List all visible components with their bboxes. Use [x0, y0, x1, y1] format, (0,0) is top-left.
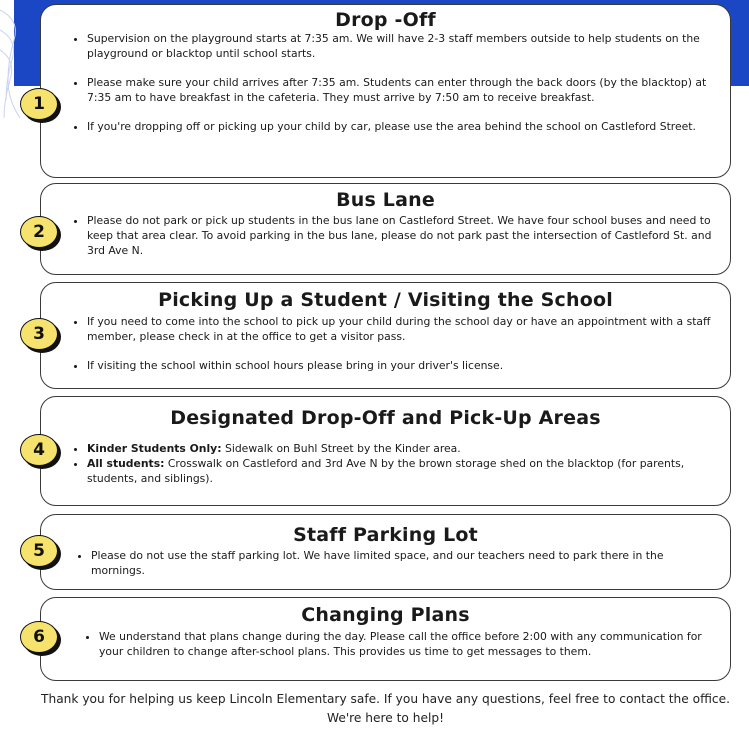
list-item: • We understand that plans change during the day. Please call the office before 2:00 with any communication for your children to change after-school plans. This provides us time to get messages to them.: [99, 629, 730, 659]
badge-3: [20, 318, 58, 354]
section-title: Designated Drop-Off and Pick-Up Areas: [170, 407, 601, 429]
section-title: Bus Lane: [336, 189, 435, 211]
section-drop-off: [40, 4, 731, 178]
list-item: • Please do not park or pick up students in the bus lane on Castleford Street. We have four school buses and need to keep that area clear. To avoid parking in the bus lane, please do not park past the intersection of Castleford St. and 3rd Ave N.: [87, 213, 730, 258]
item-text: Crosswalk on Castleford and 3rd Ave N by the brown storage shed on the blacktop (for parents, students, and siblings).: [87, 457, 685, 485]
section-staff-parking: [40, 514, 731, 590]
section-title: Changing Plans: [301, 604, 470, 626]
badge-number: 1: [20, 88, 58, 120]
list-item: • Supervision on the playground starts at 7:35 am. We will have 2-3 staff members outside to help students on the playground or blacktop until school starts.: [87, 31, 730, 61]
section-bus-lane: [40, 183, 731, 275]
list-item: • If you're dropping off or picking up your child by car, please use the area behind the school on Castleford Street.: [87, 119, 730, 134]
section-title: Staff Parking Lot: [293, 524, 478, 546]
item-text: Sidewalk on Buhl Street by the Kinder area.: [221, 442, 461, 455]
section-title: Picking Up a Student / Visiting the School: [158, 289, 613, 311]
list-item: • If visiting the school within school hours please bring in your driver's license.: [87, 358, 730, 373]
section-title: Drop -Off: [335, 9, 436, 31]
section-visiting: [40, 282, 731, 389]
item-label: Kinder Students Only:: [87, 442, 222, 455]
list-item: [87, 441, 730, 456]
badge-4: [20, 434, 58, 470]
list-item: • If you need to come into the school to pick up your child during the school day or have an appointment with a staff member, please check in at the office to get a visitor pass.: [87, 314, 730, 344]
badge-5: [20, 535, 58, 571]
badge-number: 3: [20, 318, 58, 350]
badge-1: [20, 88, 58, 124]
badge-number: 6: [20, 621, 58, 653]
section-designated-areas: [40, 396, 731, 506]
list-item: [87, 456, 730, 486]
footer-message: Thank you for helping us keep Lincoln Elementary safe. If you have any questions, feel free to contact the office. We're here to help!: [41, 692, 730, 725]
list-item: • Please make sure your child arrives after 7:35 am. Students can enter through the back doors (by the blacktop) at 7:35 am to have breakfast in the cafeteria. They must arrive by 7:50 am to receive breakfast.: [87, 75, 730, 105]
badge-6: [20, 621, 58, 657]
badge-2: [20, 216, 58, 252]
section-changing-plans: [40, 597, 731, 681]
item-label: All students:: [87, 457, 165, 470]
badge-number: 4: [20, 434, 58, 466]
badge-number: 2: [20, 216, 58, 248]
badge-number: 5: [20, 535, 58, 567]
list-item: • Please do not use the staff parking lot. We have limited space, and our teachers need to park there in the mornings.: [91, 548, 730, 578]
